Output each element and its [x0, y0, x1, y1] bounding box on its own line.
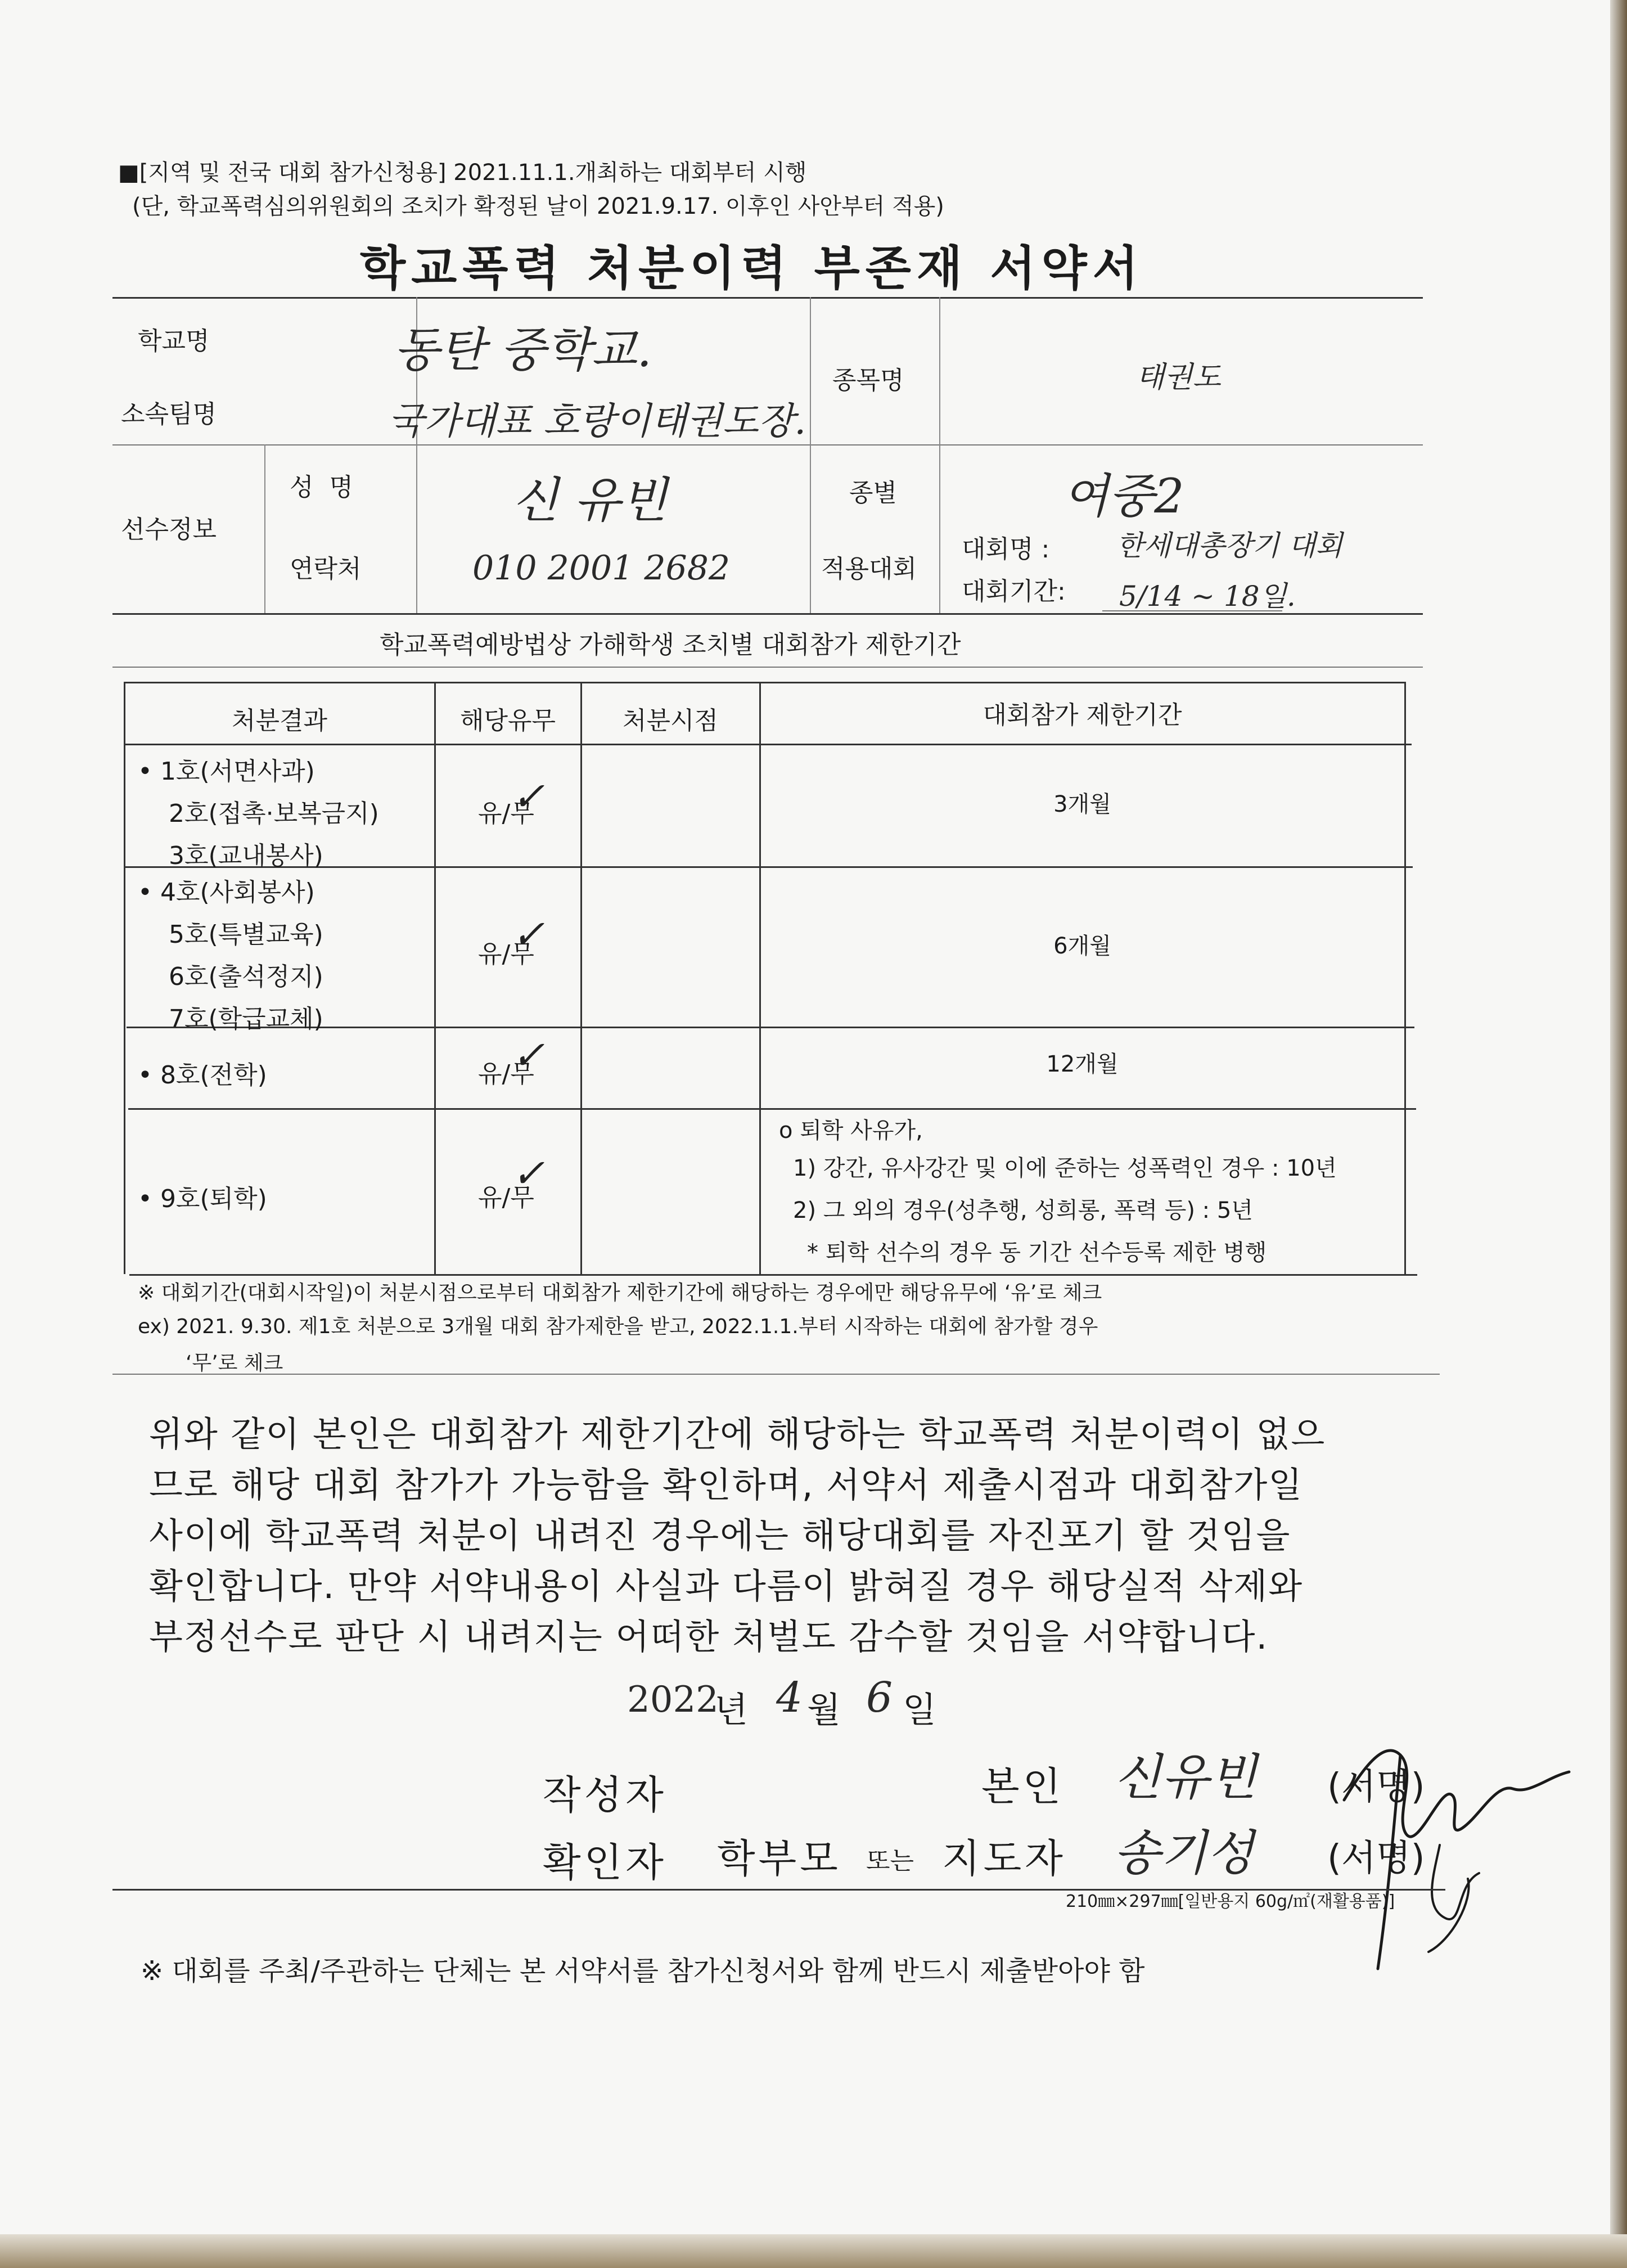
row3-check-mark: ✓	[512, 1032, 545, 1078]
date-day: 6	[866, 1673, 893, 1722]
note-line-2: ex) 2021. 9.30. 제1호 처분으로 3개월 대회 참가제한을 받고, 2022.1.1.부터 시작하는 대회에 참가할 경우	[138, 1315, 1098, 1338]
date-year: 2022	[627, 1679, 719, 1721]
name-value: 신 유빈	[512, 472, 668, 529]
note-line-3: ‘무’로 체크	[186, 1352, 283, 1375]
row1-status: 유/무	[478, 799, 534, 828]
info-divider-3	[939, 297, 940, 613]
name-label: 성 명	[290, 473, 353, 502]
meet-name-label: 대회명 :	[962, 535, 1050, 564]
table-header-border	[124, 744, 1412, 745]
row1-item-3: 3호(교내봉사)	[169, 842, 323, 870]
meet-name-value: 한세대총장기 대회	[1116, 529, 1343, 562]
applied-meet-label: 적용대회	[821, 555, 917, 583]
table-row3-border	[128, 1108, 1416, 1110]
coach-signature-name: 송기성	[1114, 1825, 1254, 1882]
team-label: 소속팀명	[121, 400, 217, 429]
or-label: 또는	[866, 1847, 914, 1875]
confirmer-label: 확인자	[543, 1839, 667, 1886]
row1-item-2: 2호(접촉·보복금지)	[169, 799, 379, 828]
pledge-line-3: 사이에 학교폭력 처분이 내려진 경우에는 해당대회를 자진포기 할 것임을	[149, 1515, 1291, 1556]
category-label: 종별	[849, 479, 898, 507]
event-value: 태권도	[1136, 361, 1221, 394]
pledge-line-5: 부정선수로 판단 시 내려지는 어떠한 처벌도 감수할 것임을 서약합니다.	[149, 1616, 1269, 1657]
row3-status: 유/무	[478, 1060, 534, 1088]
paper-edge-shadow	[1610, 0, 1627, 2268]
table-left-border	[124, 682, 125, 1274]
row2-item-4: 7호(학급교체)	[169, 1005, 323, 1033]
contact-label: 연락처	[290, 555, 362, 583]
player-info-label: 선수정보	[121, 515, 217, 544]
note-line-1: ※ 대회기간(대회시작일)이 처분시점으로부터 대회참가 제한기간에 해당하는 경우에만 해당유무에 ‘유’로 체크	[138, 1281, 1102, 1304]
row1-item-1: • 1호(서면사과)	[138, 757, 315, 786]
table-right-border	[1404, 682, 1406, 1274]
event-label: 종목명	[832, 366, 904, 395]
team-value: 국가대표 호랑이태권도장.	[388, 399, 806, 443]
school-label: 학교명	[138, 327, 210, 356]
header-disposition-date: 처분시점	[622, 706, 718, 735]
document-title: 학교폭력 처분이력 부존재 서약서	[360, 241, 1144, 296]
date-month: 4	[776, 1673, 803, 1722]
row4-check-mark: ✓	[512, 1150, 545, 1196]
meet-period-underline	[1102, 610, 1282, 611]
school-value: 동탄 중학교.	[394, 322, 652, 377]
table-col-divider-3	[759, 682, 761, 1274]
self-signature-name: 신유빈	[1114, 1748, 1258, 1806]
header-applicable: 해당유무	[459, 706, 556, 735]
header-disposition: 처분결과	[231, 706, 327, 735]
contact-value: 010 2001 2682	[472, 548, 731, 588]
row2-item-1: • 4호(사회봉사)	[138, 878, 315, 907]
table-top-border	[124, 682, 1406, 683]
notice-line-1: ■[지역 및 전국 대회 참가신청용] 2021.11.1.개최하는 대회부터 시행	[118, 160, 807, 186]
category-value: 여중2	[1063, 469, 1184, 524]
date-year-suffix: 년	[714, 1689, 748, 1730]
notes-underline	[112, 1374, 1440, 1375]
self-label: 본인	[981, 1763, 1065, 1810]
bottom-edge-shadow	[0, 2234, 1627, 2268]
pledge-line-1: 위와 같이 본인은 대회참가 제한기간에 해당하는 학교폭력 처분이력이 없으	[149, 1414, 1326, 1455]
row4-period-line-3: 2) 그 외의 경우(성추행, 성희롱, 폭력 등) : 5년	[793, 1198, 1253, 1223]
row2-period: 6개월	[1053, 933, 1111, 959]
table-caption: 학교폭력예방법상 가해학생 조치별 대회참가 제한기간	[380, 631, 961, 659]
row1-check-mark: ✓	[512, 773, 545, 820]
date-month-suffix: 월	[807, 1689, 841, 1730]
info-mid-border	[112, 444, 1423, 446]
notice-line-2: (단, 학교폭력심의위원회의 조치가 확정된 날이 2021.9.17. 이후인 사안부터 적용)	[132, 194, 944, 219]
paper-spec: 210㎜×297㎜[일반용지 60g/㎡(재활용품)]	[1066, 1892, 1395, 1911]
handwritten-signature	[1310, 1704, 1580, 1997]
date-day-suffix: 일	[903, 1689, 936, 1730]
caption-underline	[112, 667, 1423, 668]
coach-label: 지도자	[942, 1835, 1066, 1882]
row4-period-line-2: 1) 강간, 유사강간 및 이에 준하는 성폭력인 경우 : 10년	[793, 1155, 1337, 1181]
row4-period-line-1: o 퇴학 사유가,	[779, 1118, 923, 1144]
pledge-line-4: 확인합니다. 만약 서약내용이 사실과 다름이 밝혀질 경우 해당실적 삭제와	[149, 1565, 1304, 1606]
row3-item-1: • 8호(전학)	[138, 1061, 267, 1090]
coach-sign-label: (서명)	[1327, 1838, 1425, 1879]
row4-status: 유/무	[478, 1184, 534, 1212]
table-col-divider-1	[434, 682, 436, 1274]
row3-period: 12개월	[1046, 1051, 1119, 1077]
meet-period-value: 5/14 ~ 18일.	[1119, 580, 1296, 613]
info-top-border	[112, 297, 1423, 299]
row2-item-2: 5호(특별교육)	[169, 920, 323, 949]
self-sign-label: (서명)	[1327, 1766, 1425, 1808]
writer-label: 작성자	[543, 1772, 667, 1818]
row1-period: 3개월	[1053, 791, 1111, 817]
table-bottom-border	[129, 1274, 1417, 1276]
row4-item-1: • 9호(퇴학)	[138, 1185, 267, 1213]
row2-status: 유/무	[478, 940, 534, 969]
row2-check-mark: ✓	[512, 911, 545, 957]
pledge-line-2: 므로 해당 대회 참가가 가능함을 확인하며, 서약서 제출시점과 대회참가일	[149, 1464, 1304, 1505]
row2-item-3: 6호(출석정지)	[169, 962, 323, 991]
table-col-divider-2	[580, 682, 582, 1274]
info-divider-4	[264, 444, 265, 613]
meet-period-label: 대회기간:	[962, 577, 1066, 606]
info-divider-2	[810, 297, 811, 613]
header-restriction-period: 대회참가 제한기간	[982, 701, 1182, 730]
parent-label: 학부모	[717, 1835, 841, 1882]
footer-note: ※ 대회를 주최/주관하는 단체는 본 서약서를 참가신청서와 함께 반드시 제출받아야 함	[141, 1955, 1145, 1987]
row4-period-line-4: * 퇴학 선수의 경우 동 기간 선수등록 제한 병행	[807, 1240, 1267, 1266]
